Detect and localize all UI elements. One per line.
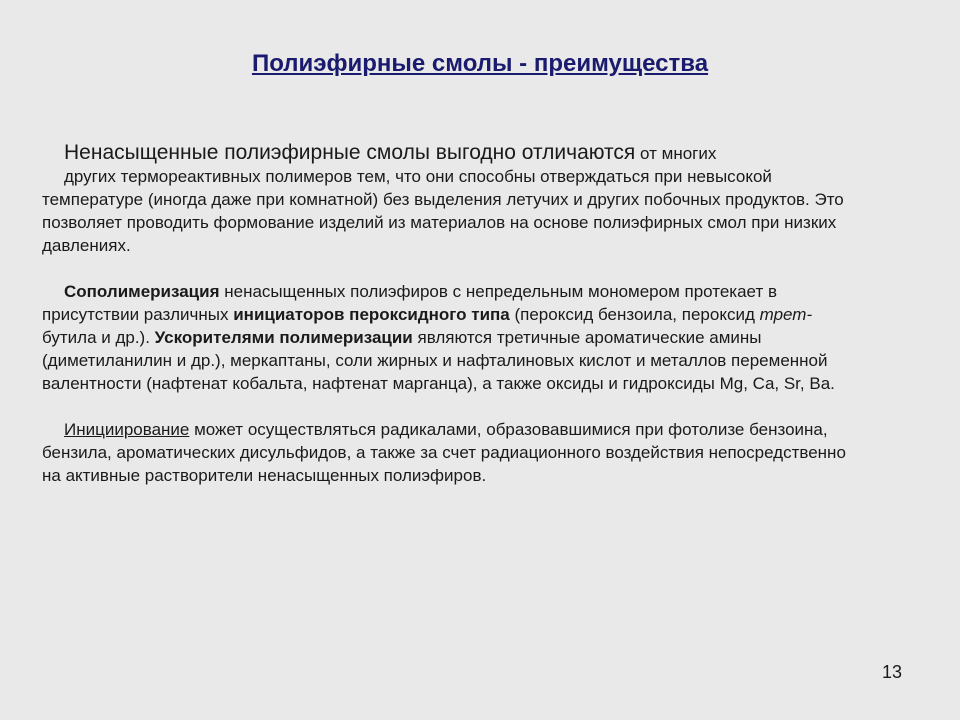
- paragraph-line: [42, 280, 934, 303]
- paragraph-initiation: [42, 418, 934, 487]
- lead-tail: от многих: [635, 144, 717, 163]
- slide-body: [42, 141, 934, 510]
- paragraph-line: [42, 141, 934, 165]
- paragraph-line: [42, 303, 934, 326]
- paragraph-line: позволяет проводить формование изделий из материалов на основе полиэфирных смол при низких: [42, 213, 837, 232]
- paragraph-line: бензила, ароматических дисульфидов, а также за счет радиационного воздействия непосредственно: [42, 443, 846, 462]
- term-accelerators: Ускорителями полимеризации: [154, 328, 413, 347]
- paragraph-line: на активные растворители ненасыщенных полиэфиров.: [42, 466, 487, 485]
- paragraph-line: температуре (иногда даже при комнатной) без выделения летучих и других побочных продуктов. Это: [42, 190, 844, 209]
- text-run: бутила и др.).: [42, 328, 155, 347]
- paragraph-line: [42, 326, 934, 349]
- text-run: может осуществляться радикалами, образовавшимися при фотолизе бензоина,: [189, 420, 828, 439]
- text-run: присутствии различных: [42, 305, 234, 324]
- text-run: являются третичные ароматические амины: [412, 328, 762, 347]
- italic-run: трет-: [759, 305, 813, 324]
- term-initiation: Инициирование: [64, 420, 190, 439]
- slide-title: Полиэфирные смолы - преимущества: [251, 50, 709, 77]
- term-initiators: инициаторов пероксидного типа: [233, 305, 510, 324]
- text-run: (пероксид бензоила, пероксид: [509, 305, 760, 324]
- paragraph-advantages: [42, 141, 934, 257]
- paragraph-line: валентности (нафтенат кобальта, нафтенат марганца), а также оксиды и гидроксиды Mg, Ca, Sr, Ba.: [42, 374, 835, 393]
- paragraph-line: [42, 418, 934, 441]
- paragraph-copolymerization: [42, 280, 934, 395]
- term-copolymerization: Сополимеризация: [64, 282, 220, 301]
- paragraph-line: (диметиланилин и др.), меркаптаны, соли жирных и нафталиновых кислот и металлов переменной: [42, 351, 828, 370]
- page-number: 13: [881, 662, 902, 682]
- paragraph-line: других термореактивных полимеров тем, что они способны отверждаться при невысокой: [64, 167, 772, 186]
- paragraph-line: давлениях.: [42, 236, 131, 255]
- lead-text: Ненасыщенные полиэфирные смолы выгодно отличаются: [64, 141, 636, 164]
- text-run: ненасыщенных полиэфиров с непредельным мономером протекает в: [219, 282, 777, 301]
